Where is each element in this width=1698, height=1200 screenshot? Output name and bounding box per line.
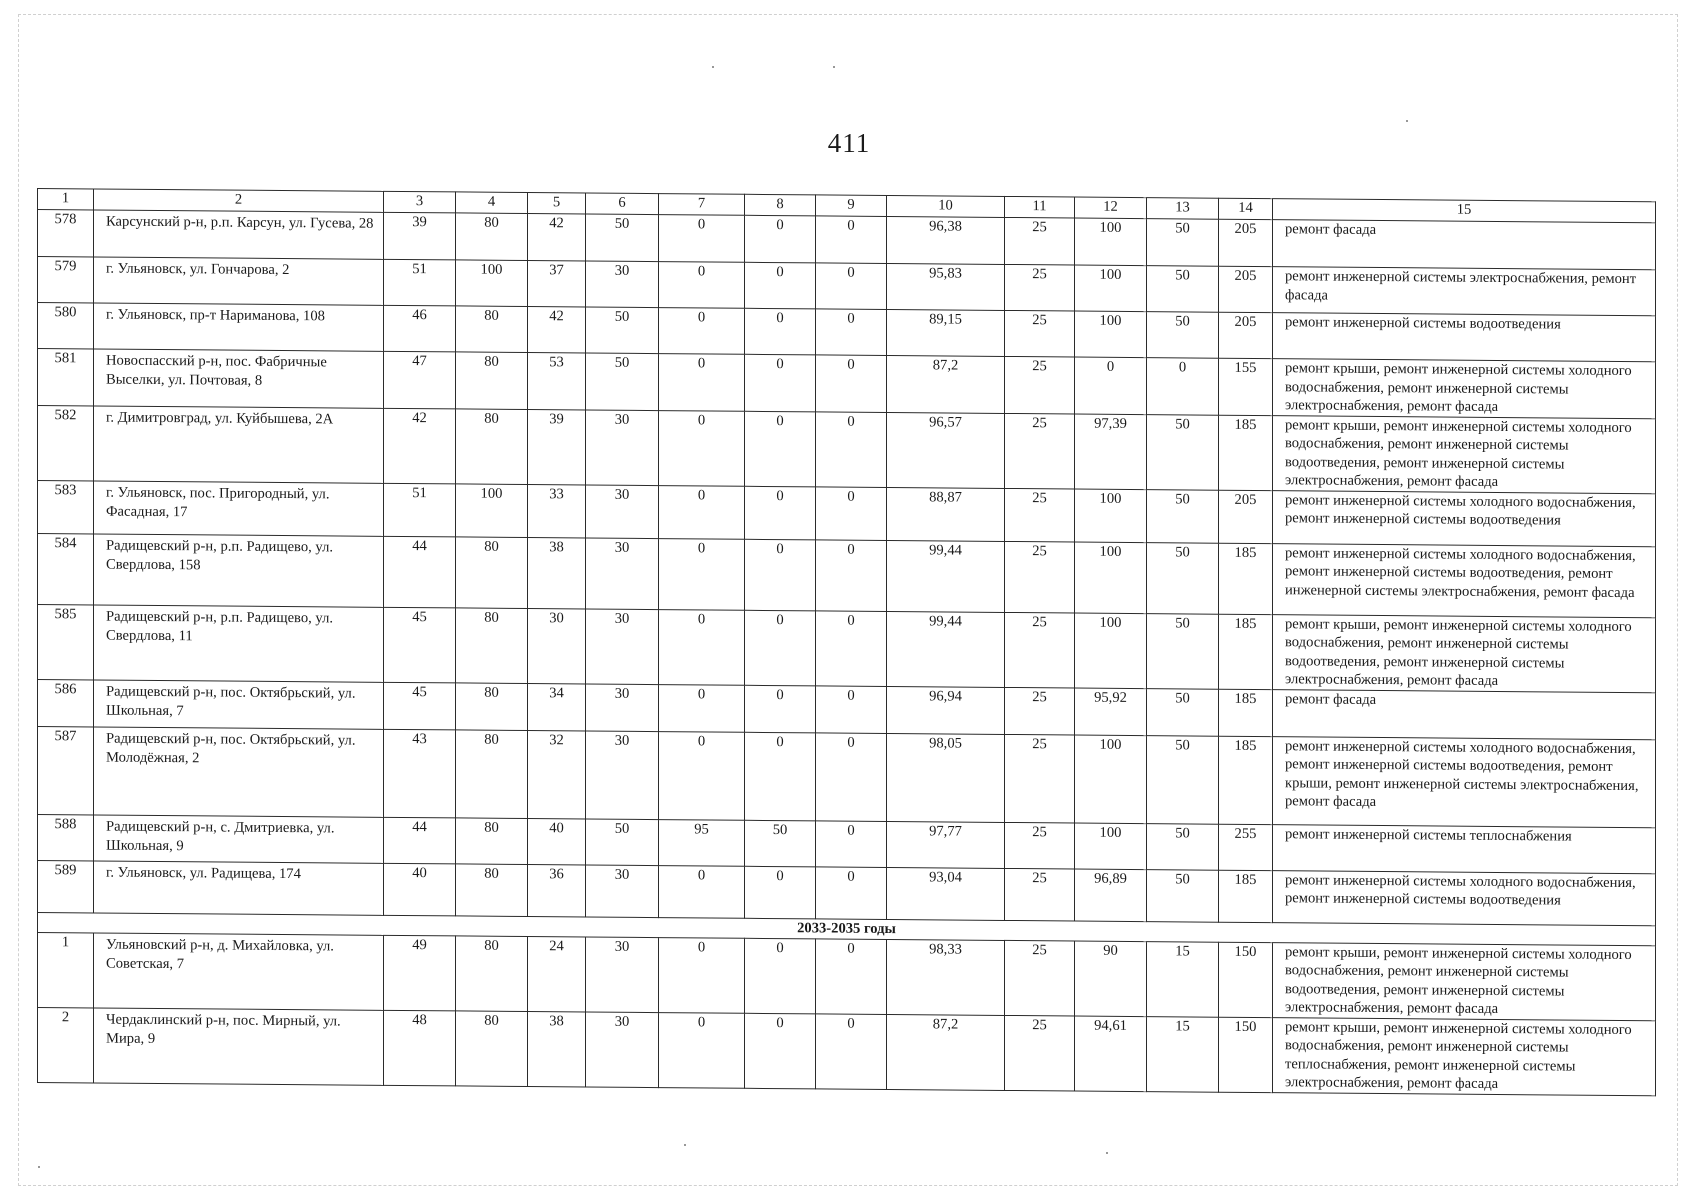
value-cell-5: 34: [528, 683, 586, 730]
value-cell-11: 25: [1005, 264, 1075, 311]
column-header: 5: [528, 193, 586, 214]
value-cell-5: 33: [528, 484, 586, 537]
value-cell-9: 0: [816, 866, 887, 919]
value-cell-11: 25: [1005, 488, 1075, 542]
address-cell: г. Ульяновск, ул. Радищева, 174: [94, 860, 384, 914]
works-cell: ремонт инженерной системы холодного водоснабжения, ремонт инженерной системы водоотведения, ремонт крыши, ремонт инженерной системы электроснабжения, ремонт фасада: [1273, 736, 1656, 827]
value-cell-8: 0: [745, 411, 816, 487]
value-cell-7: 0: [659, 937, 745, 1013]
address-cell: Ульяновский р-н, д. Михайловка, ул. Советская, 7: [94, 932, 384, 1009]
value-cell-12: 100: [1075, 311, 1147, 358]
row-number-cell: 582: [38, 405, 94, 480]
row-number-cell: 1: [38, 932, 94, 1007]
scan-speck: [684, 1144, 686, 1146]
value-cell-5: 39: [528, 409, 586, 484]
value-cell-8: 0: [745, 610, 816, 686]
value-cell-11: 25: [1005, 868, 1075, 921]
scan-speck: [1106, 1152, 1108, 1154]
value-cell-13: 15: [1147, 941, 1219, 1017]
value-cell-11: 25: [1005, 310, 1075, 357]
value-cell-12: 100: [1075, 542, 1147, 614]
value-cell-9: 0: [816, 685, 887, 733]
address-cell: г. Ульяновск, пр-т Нариманова, 108: [94, 303, 384, 351]
address-cell: г. Ульяновск, ул. Гончарова, 2: [94, 257, 384, 305]
works-cell: ремонт фасада: [1273, 220, 1656, 270]
value-cell-12: 0: [1075, 357, 1147, 414]
value-cell-7: 0: [659, 865, 745, 918]
value-cell-7: 0: [659, 215, 745, 263]
column-header: 9: [816, 195, 887, 217]
value-cell-13: 50: [1147, 219, 1219, 267]
value-cell-12: 100: [1075, 613, 1147, 689]
table-row: [38, 604, 1656, 692]
value-cell-14: 150: [1219, 942, 1273, 1017]
value-cell-8: 0: [745, 539, 816, 611]
value-cell-6: 50: [586, 353, 659, 410]
works-cell: ремонт инженерной системы теплоснабжения: [1273, 824, 1656, 873]
value-cell-9: 0: [816, 309, 887, 356]
value-cell-11: 25: [1005, 687, 1075, 735]
works-cell: ремонт инженерной системы электроснабжения, ремонт фасада: [1273, 267, 1656, 316]
column-header: 11: [1005, 196, 1075, 218]
value-cell-13: 50: [1147, 312, 1219, 359]
value-cell-12: 97,39: [1075, 414, 1147, 490]
column-header: 2: [94, 189, 384, 212]
value-cell-14: 205: [1219, 219, 1273, 266]
value-cell-14: 255: [1219, 824, 1273, 870]
value-cell-10: 99,44: [887, 611, 1005, 687]
value-cell-9: 0: [816, 486, 887, 540]
value-cell-4: 80: [456, 682, 528, 730]
value-cell-7: 0: [659, 262, 745, 309]
value-cell-4: 80: [456, 729, 528, 818]
value-cell-14: 185: [1219, 689, 1273, 736]
value-cell-13: 50: [1147, 688, 1219, 736]
value-cell-3: 47: [384, 351, 456, 408]
value-cell-10: 97,77: [887, 821, 1005, 868]
value-cell-9: 0: [816, 938, 887, 1014]
row-number-cell: 585: [38, 604, 94, 679]
row-number-cell: 579: [38, 257, 94, 303]
column-header: 10: [887, 195, 1005, 217]
value-cell-6: 30: [586, 409, 659, 485]
value-cell-13: 50: [1147, 613, 1219, 689]
works-cell: ремонт инженерной системы холодного водоснабжения, ремонт инженерной системы водоотведения, ремонт инженерной системы электроснабжения, ремонт фасада: [1273, 543, 1656, 617]
value-cell-10: 98,33: [887, 939, 1005, 1015]
value-cell-5: 24: [528, 936, 586, 1011]
value-cell-4: 80: [456, 213, 528, 261]
row-number-cell: 581: [38, 349, 94, 406]
value-cell-10: 93,04: [887, 867, 1005, 920]
value-cell-3: 48: [384, 1010, 456, 1086]
value-cell-14: 205: [1219, 266, 1273, 312]
value-cell-8: 50: [745, 820, 816, 867]
works-cell: ремонт крыши, ремонт инженерной системы холодного водоснабжения, ремонт инженерной системы электроснабжения, ремонт фасада: [1273, 359, 1656, 419]
value-cell-12: 100: [1075, 735, 1147, 824]
row-number-cell: 587: [38, 726, 94, 814]
value-cell-14: 185: [1219, 870, 1273, 922]
row-number-cell: 588: [38, 814, 94, 860]
column-header: 8: [745, 194, 816, 216]
table-row: [38, 405, 1656, 493]
column-header: 7: [659, 194, 745, 216]
value-cell-8: 0: [745, 215, 816, 263]
value-cell-3: 51: [384, 259, 456, 306]
value-cell-14: 150: [1219, 1017, 1273, 1092]
value-cell-11: 25: [1005, 940, 1075, 1016]
value-cell-8: 0: [745, 486, 816, 540]
table-row: [38, 533, 1656, 617]
value-cell-10: 95,83: [887, 263, 1005, 310]
value-cell-6: 30: [586, 537, 659, 609]
value-cell-14: 155: [1219, 358, 1273, 415]
value-cell-13: 15: [1147, 1016, 1219, 1092]
value-cell-4: 80: [456, 607, 528, 683]
value-cell-8: 0: [745, 866, 816, 919]
value-cell-5: 40: [528, 818, 586, 864]
value-cell-3: 51: [384, 483, 456, 537]
value-cell-7: 0: [659, 609, 745, 685]
value-cell-12: 94,61: [1075, 1016, 1147, 1092]
works-cell: ремонт инженерной системы холодного водоснабжения, ремонт инженерной системы водоотведения: [1273, 490, 1656, 546]
column-header: 15: [1273, 199, 1656, 223]
value-cell-13: 50: [1147, 414, 1219, 490]
row-number-cell: 589: [38, 860, 94, 912]
value-cell-4: 80: [456, 935, 528, 1011]
value-cell-7: 0: [659, 731, 745, 820]
value-cell-5: 38: [528, 1011, 586, 1086]
address-cell: Радищевский р-н, пос. Октябрьский, ул. Молодёжная, 2: [94, 726, 384, 816]
value-cell-9: 0: [816, 411, 887, 487]
column-header: 12: [1075, 197, 1147, 219]
scan-speck: [38, 1166, 40, 1168]
value-cell-8: 0: [745, 732, 816, 821]
value-cell-14: 205: [1219, 312, 1273, 358]
value-cell-12: 100: [1075, 489, 1147, 543]
value-cell-5: 42: [528, 307, 586, 353]
works-cell: ремонт инженерной системы холодного водоснабжения, ремонт инженерной системы водоотведения: [1273, 870, 1656, 925]
value-cell-7: 0: [659, 410, 745, 486]
row-number-cell: 578: [38, 210, 94, 257]
value-cell-8: 0: [745, 308, 816, 355]
value-cell-6: 30: [586, 730, 659, 819]
value-cell-12: 90: [1075, 941, 1147, 1017]
value-cell-14: 185: [1219, 543, 1273, 614]
table-body: [38, 210, 1656, 1096]
value-cell-3: 45: [384, 607, 456, 683]
works-cell: ремонт крыши, ремонт инженерной системы холодного водоснабжения, ремонт инженерной системы водоотведения, ремонт инженерной системы электроснабжения, ремонт фасада: [1273, 614, 1656, 692]
column-header: 4: [456, 192, 528, 214]
value-cell-3: 49: [384, 935, 456, 1011]
value-cell-4: 80: [456, 863, 528, 916]
value-cell-6: 30: [586, 484, 659, 538]
value-cell-13: 50: [1147, 542, 1219, 614]
value-cell-4: 80: [456, 306, 528, 353]
value-cell-10: 87,2: [887, 1014, 1005, 1090]
value-cell-9: 0: [816, 216, 887, 264]
value-cell-14: 185: [1219, 614, 1273, 689]
value-cell-9: 0: [816, 732, 887, 821]
value-cell-7: 0: [659, 485, 745, 539]
scan-speck: [1406, 120, 1408, 122]
value-cell-3: 40: [384, 863, 456, 916]
value-cell-13: 50: [1147, 489, 1219, 543]
value-cell-3: 43: [384, 729, 456, 818]
value-cell-5: 42: [528, 214, 586, 261]
column-header: 3: [384, 191, 456, 213]
value-cell-10: 88,87: [887, 487, 1005, 541]
column-header: 1: [38, 189, 94, 210]
value-cell-10: 87,2: [887, 355, 1005, 412]
value-cell-12: 96,89: [1075, 869, 1147, 922]
address-cell: Карсунский р-н, р.п. Карсун, ул. Гусева, 28: [94, 210, 384, 259]
value-cell-12: 100: [1075, 265, 1147, 312]
row-number-cell: 583: [38, 480, 94, 533]
value-cell-7: 0: [659, 354, 745, 411]
value-cell-10: 99,44: [887, 540, 1005, 612]
address-cell: Радищевский р-н, р.п. Радищево, ул. Свердлова, 158: [94, 533, 384, 606]
value-cell-4: 80: [456, 408, 528, 484]
value-cell-12: 95,92: [1075, 688, 1147, 736]
value-cell-6: 30: [586, 936, 659, 1012]
value-cell-6: 50: [586, 214, 659, 262]
value-cell-7: 95: [659, 819, 745, 866]
value-cell-6: 30: [586, 864, 659, 917]
address-cell: Новоспасский р-н, пос. Фабричные Выселки, ул. Почтовая, 8: [94, 349, 384, 408]
column-header: 6: [586, 193, 659, 215]
value-cell-4: 80: [456, 1010, 528, 1086]
value-cell-5: 38: [528, 537, 586, 608]
works-cell: ремонт фасада: [1273, 689, 1656, 739]
value-cell-8: 0: [745, 938, 816, 1014]
value-cell-3: 46: [384, 305, 456, 352]
row-number-cell: 2: [38, 1007, 94, 1082]
table-row: [38, 726, 1656, 827]
value-cell-13: 0: [1147, 358, 1219, 415]
value-cell-12: 100: [1075, 218, 1147, 266]
page-number: 411: [827, 128, 871, 158]
value-cell-11: 25: [1005, 356, 1075, 413]
value-cell-9: 0: [816, 355, 887, 412]
address-cell: Радищевский р-н, пос. Октябрьский, ул. Школьная, 7: [94, 679, 384, 728]
value-cell-11: 25: [1005, 822, 1075, 869]
value-cell-4: 100: [456, 260, 528, 307]
row-number-cell: 586: [38, 679, 94, 726]
value-cell-14: 205: [1219, 490, 1273, 543]
table-container: [37, 188, 1655, 1096]
value-cell-3: 39: [384, 212, 456, 260]
registry-table: [37, 188, 1656, 1096]
address-cell: г. Ульяновск, пос. Пригородный, ул. Фасадная, 17: [94, 480, 384, 535]
value-cell-9: 0: [816, 820, 887, 867]
value-cell-11: 25: [1005, 217, 1075, 265]
value-cell-10: 96,57: [887, 412, 1005, 488]
value-cell-11: 25: [1005, 413, 1075, 489]
value-cell-5: 36: [528, 864, 586, 916]
value-cell-14: 185: [1219, 736, 1273, 824]
value-cell-4: 100: [456, 483, 528, 537]
value-cell-6: 30: [586, 261, 659, 308]
value-cell-12: 100: [1075, 823, 1147, 870]
value-cell-7: 0: [659, 684, 745, 732]
value-cell-4: 80: [456, 352, 528, 409]
value-cell-8: 0: [745, 685, 816, 733]
scan-speck: [712, 66, 714, 68]
value-cell-4: 80: [456, 817, 528, 864]
value-cell-9: 0: [816, 610, 887, 686]
address-cell: Радищевский р-н, р.п. Радищево, ул. Свердлова, 11: [94, 604, 384, 681]
value-cell-10: 98,05: [887, 733, 1005, 822]
value-cell-8: 0: [745, 354, 816, 411]
value-cell-6: 30: [586, 683, 659, 731]
value-cell-6: 50: [586, 818, 659, 865]
value-cell-7: 0: [659, 1012, 745, 1088]
address-cell: Радищевский р-н, с. Дмитриевка, ул. Школьная, 9: [94, 814, 384, 862]
scan-speck: [833, 66, 835, 68]
section-label: 2033-2035 годы: [38, 912, 1656, 945]
value-cell-14: 185: [1219, 415, 1273, 490]
value-cell-11: 25: [1005, 612, 1075, 688]
works-cell: ремонт инженерной системы водоотведения: [1273, 313, 1656, 362]
column-header: 14: [1219, 198, 1273, 219]
table-row: [38, 1007, 1656, 1095]
value-cell-13: 50: [1147, 266, 1219, 313]
works-cell: ремонт крыши, ремонт инженерной системы холодного водоснабжения, ремонт инженерной системы водоотведения, ремонт инженерной системы электроснабжения, ремонт фасада: [1273, 415, 1656, 493]
value-cell-3: 45: [384, 682, 456, 730]
value-cell-3: 42: [384, 408, 456, 484]
value-cell-5: 53: [528, 353, 586, 410]
value-cell-13: 50: [1147, 869, 1219, 922]
value-cell-8: 0: [745, 262, 816, 309]
value-cell-7: 0: [659, 538, 745, 610]
works-cell: ремонт крыши, ремонт инженерной системы холодного водоснабжения, ремонт инженерной системы водоотведения, ремонт инженерной системы электроснабжения, ремонт фасада: [1273, 942, 1656, 1020]
value-cell-6: 30: [586, 608, 659, 684]
value-cell-10: 96,38: [887, 216, 1005, 264]
value-cell-7: 0: [659, 308, 745, 355]
value-cell-11: 25: [1005, 1015, 1075, 1091]
value-cell-3: 44: [384, 817, 456, 864]
address-cell: Чердаклинский р-н, пос. Мирный, ул. Мира, 9: [94, 1007, 384, 1084]
value-cell-8: 0: [745, 1013, 816, 1089]
value-cell-9: 0: [816, 539, 887, 611]
value-cell-4: 80: [456, 536, 528, 608]
value-cell-13: 50: [1147, 735, 1219, 824]
column-header: 13: [1147, 198, 1219, 220]
value-cell-3: 44: [384, 536, 456, 608]
value-cell-11: 25: [1005, 541, 1075, 613]
value-cell-11: 25: [1005, 734, 1075, 823]
value-cell-5: 32: [528, 730, 586, 818]
value-cell-10: 89,15: [887, 309, 1005, 356]
address-cell: г. Димитровград, ул. Куйбышева, 2А: [94, 405, 384, 482]
works-cell: ремонт крыши, ремонт инженерной системы холодного водоснабжения, ремонт инженерной системы теплоснабжения, ремонт инженерной системы электроснабжения, ремонт фасада: [1273, 1017, 1656, 1095]
value-cell-6: 30: [586, 1011, 659, 1087]
value-cell-9: 0: [816, 263, 887, 310]
value-cell-13: 50: [1147, 823, 1219, 870]
table-row: [38, 932, 1656, 1020]
value-cell-9: 0: [816, 1013, 887, 1089]
value-cell-10: 96,94: [887, 686, 1005, 734]
value-cell-5: 30: [528, 608, 586, 683]
value-cell-6: 50: [586, 307, 659, 354]
row-number-cell: 584: [38, 533, 94, 604]
value-cell-5: 37: [528, 261, 586, 307]
row-number-cell: 580: [38, 303, 94, 349]
